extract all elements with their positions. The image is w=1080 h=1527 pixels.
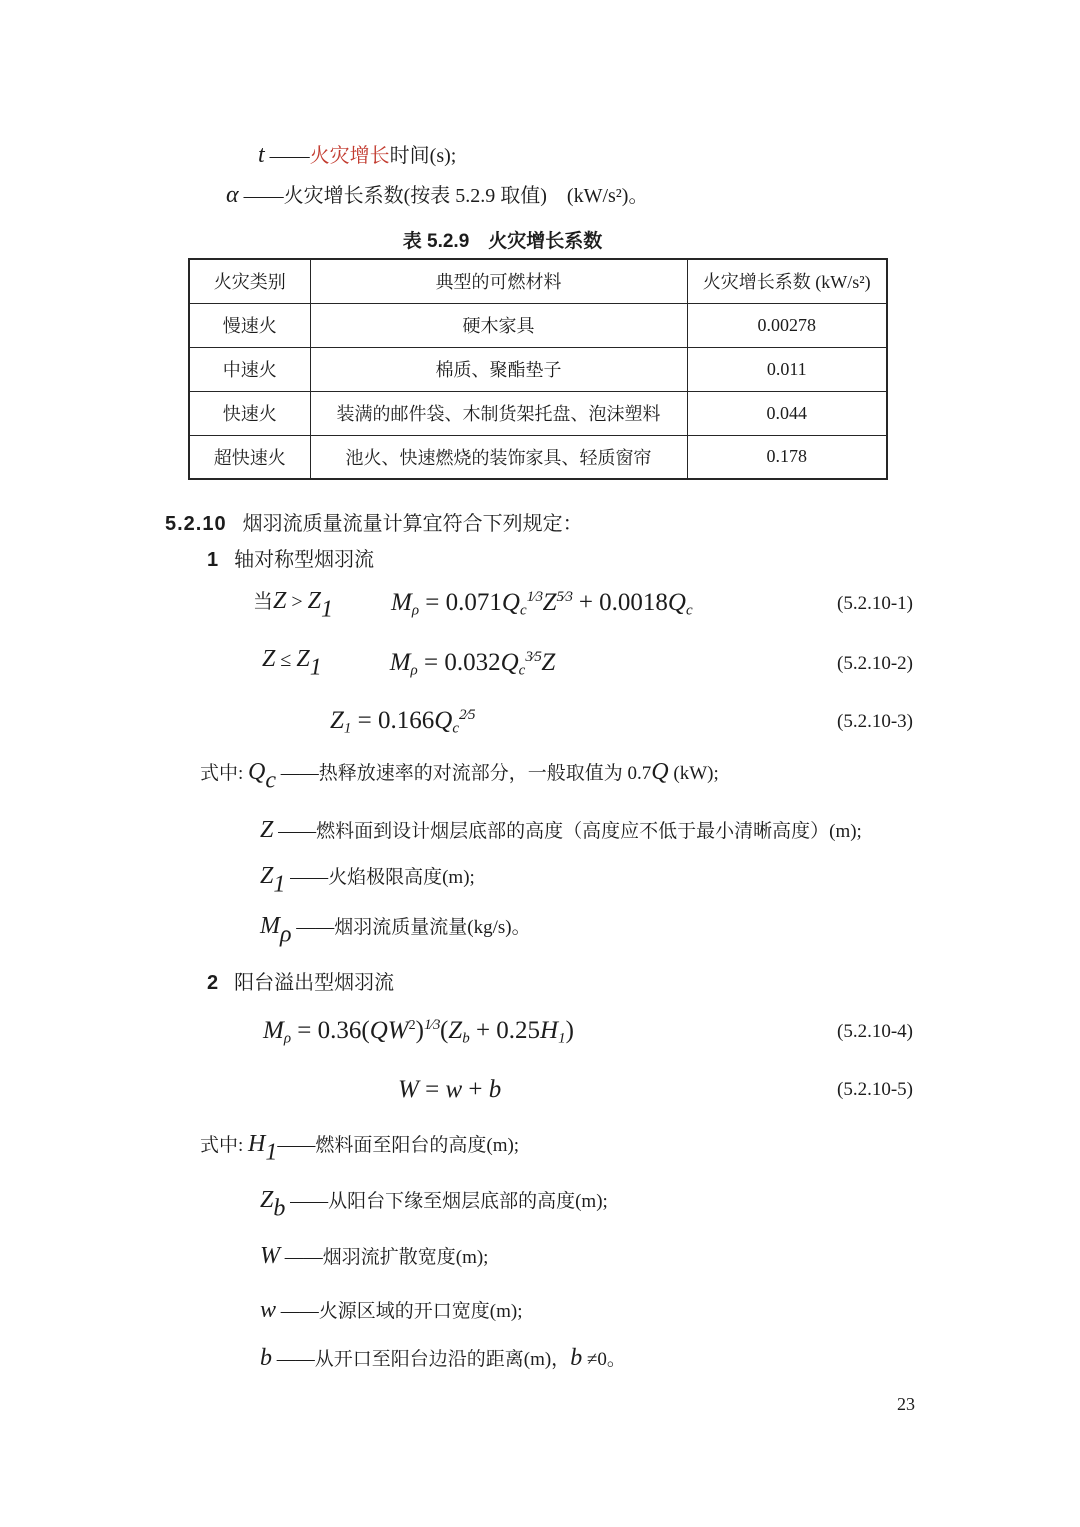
table-5-2-9-title: 表 5.2.9 火灾增长系数 bbox=[402, 231, 603, 252]
equation-expression: $M\rho = 0.36(QW^2)^{1⁄3}(Zb + 0.25H1)$ bbox=[263, 1016, 574, 1047]
clause-title: 烟羽流质量流量计算宜符合下列规定： bbox=[242, 513, 583, 535]
equation-expression: $M\rho = 0.032Qc^{3⁄5}Z$ bbox=[389, 648, 556, 679]
definition-w-upper: W ——烟羽流扩散宽度(m); bbox=[260, 1243, 489, 1269]
table-cell: 超快速火 bbox=[189, 435, 310, 479]
table-cell: 池火、快速燃烧的装饰家具、轻质窗帘 bbox=[310, 435, 687, 479]
table-row bbox=[189, 435, 887, 479]
equation-condition: 当Z > Z1 bbox=[253, 587, 333, 623]
definition-w-lower: w ——火源区域的开口宽度(m); bbox=[260, 1297, 523, 1323]
table-header-cell: 典型的可燃材料 bbox=[310, 259, 687, 303]
definition-z: Z ——燃料面到设计烟层底部的高度（高度应不低于最小清晰高度）(m); bbox=[260, 817, 862, 843]
item-title: 轴对称型烟羽流 bbox=[234, 549, 375, 571]
table-header-cell: 火灾增长系数 (kW/s²) bbox=[687, 259, 887, 303]
table-cell: 0.044 bbox=[687, 391, 887, 435]
table-header-cell: 火灾类别 bbox=[189, 259, 310, 303]
term-line-t: t ——火灾增长时间(s); bbox=[258, 142, 457, 168]
page-number: 23 bbox=[897, 1394, 915, 1414]
equation-expression: W = w + b bbox=[398, 1076, 502, 1103]
equation-expression: $M\rho = 0.071Qc^{1⁄3}Z^{5⁄3} + 0.0018Qc$ bbox=[391, 588, 693, 619]
table-row bbox=[189, 347, 887, 391]
table-cell: 装满的邮件袋、木制货架托盘、泡沫塑料 bbox=[310, 391, 687, 435]
item-number: 1 bbox=[207, 549, 219, 571]
table-cell: 硬木家具 bbox=[310, 303, 687, 347]
table-cell: 棉质、聚酯垫子 bbox=[310, 347, 687, 391]
equation-5-2-10-2 bbox=[0, 640, 1080, 688]
item-1-heading bbox=[207, 543, 374, 572]
equation-label: (5.2.10-5) bbox=[837, 1079, 913, 1100]
equation-5-2-10-3 bbox=[0, 698, 1080, 746]
term-line-alpha: α ——火灾增长系数(按表 5.2.9 取值) (kW/s²)。 bbox=[226, 182, 649, 208]
equation-label: (5.2.10-2) bbox=[837, 653, 913, 674]
table-cell: 快速火 bbox=[189, 391, 310, 435]
table-cell: 0.00278 bbox=[687, 303, 887, 347]
equation-condition: Z ≤ Z1 bbox=[262, 646, 322, 681]
table-cell: 0.178 bbox=[687, 435, 887, 479]
item-title: 阳台溢出型烟羽流 bbox=[234, 972, 395, 994]
item-number: 2 bbox=[207, 972, 219, 994]
table-row bbox=[189, 391, 887, 435]
table-cell: 慢速火 bbox=[189, 303, 310, 347]
equation-expression: $Z1 = 0.166Qc^{2⁄5}$ bbox=[330, 706, 476, 737]
definition-zb: Zb ——从阳台下缘至烟层底部的高度(m); bbox=[260, 1187, 608, 1222]
equation-5-2-10-1 bbox=[0, 580, 1080, 628]
definition-mrho: Mρ ——烟羽流质量流量(kg/s)。 bbox=[260, 913, 531, 948]
table-row bbox=[189, 303, 887, 347]
definition-h1: 式中: H1——燃料面至阳台的高度(m); bbox=[200, 1131, 520, 1166]
equation-label: (5.2.10-4) bbox=[837, 1021, 913, 1042]
table-header-row bbox=[189, 259, 887, 303]
fire-growth-coefficient-table bbox=[188, 258, 888, 480]
item-2-heading bbox=[207, 966, 394, 995]
definition-z1: Z1 ——火焰极限高度(m); bbox=[260, 863, 475, 898]
definition-qc: 式中: Qc ——热释放速率的对流部分，一般取值为 0.7Q (kW); bbox=[200, 759, 719, 794]
equation-label: (5.2.10-1) bbox=[837, 593, 913, 614]
clause-number: 5.2.10 bbox=[165, 513, 227, 535]
definition-b: b ——从开口至阳台边沿的距离(m)，b ≠0。 bbox=[260, 1345, 626, 1371]
clause-5-2-10-heading bbox=[165, 507, 583, 536]
equation-5-2-10-4 bbox=[0, 1008, 1080, 1056]
equation-label: (5.2.10-3) bbox=[837, 711, 913, 732]
equation-5-2-10-5 bbox=[0, 1066, 1080, 1114]
table-cell: 中速火 bbox=[189, 347, 310, 391]
table-cell: 0.011 bbox=[687, 347, 887, 391]
